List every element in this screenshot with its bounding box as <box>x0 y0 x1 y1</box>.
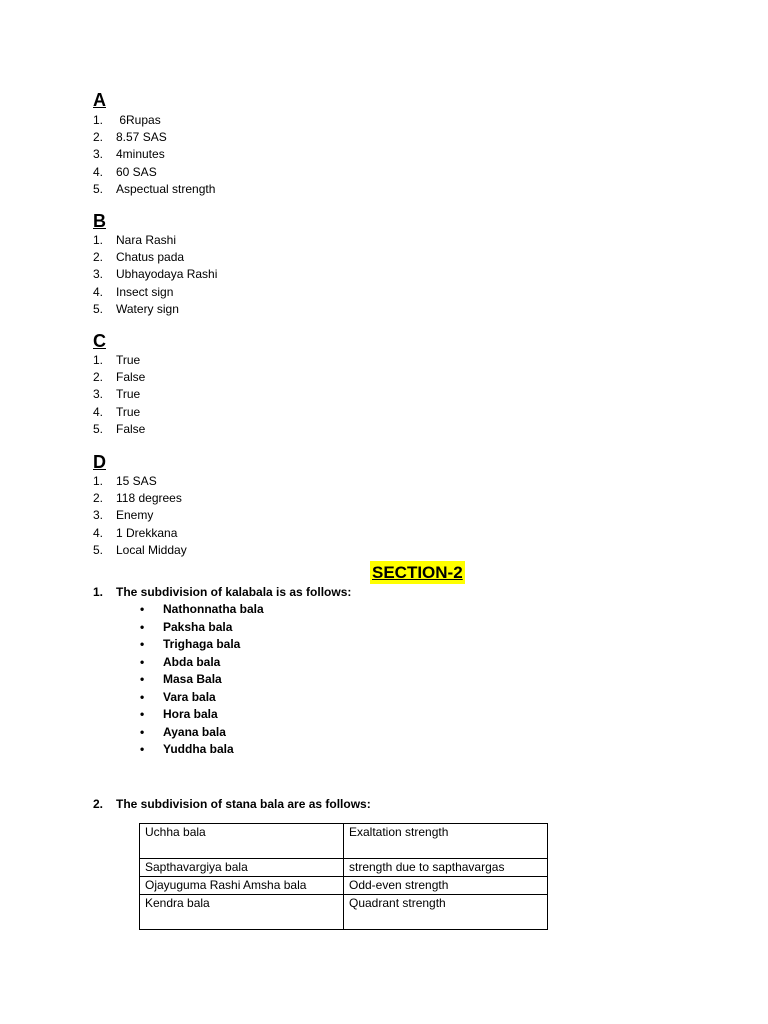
table-cell: Odd-even strength <box>344 877 548 895</box>
table-cell: Uchha bala <box>140 824 344 859</box>
table-cell: Sapthavargiya bala <box>140 859 344 877</box>
section-heading-d: D <box>93 452 106 472</box>
table-cell: Quadrant strength <box>344 895 548 930</box>
table-row <box>140 877 548 895</box>
bullet-icon: • <box>140 602 145 616</box>
bullet-icon: • <box>140 637 145 651</box>
bullet-icon: • <box>140 619 145 634</box>
bullet-icon: • <box>140 707 145 721</box>
section-heading-a: A <box>93 90 106 110</box>
section-heading-b: B <box>93 211 106 231</box>
table-row <box>140 824 548 859</box>
table-cell: Exaltation strength <box>344 824 548 859</box>
bullet-icon: • <box>140 724 145 739</box>
section-heading-c: C <box>93 331 106 351</box>
table-row <box>140 895 548 930</box>
table-cell: Ojayuguma Rashi Amsha bala <box>140 877 344 895</box>
table-cell: Kendra bala <box>140 895 344 930</box>
table-cell: strength due to sapthavargas <box>344 859 548 877</box>
table-row <box>140 859 548 877</box>
section-2-title: SECTION-2 <box>372 563 463 582</box>
stana-bala-table <box>139 823 548 930</box>
document-page: A 1. 6Rupas 2. 8.57 SAS 3. 4minutes 4. 60 SAS 5. Aspectual strength B 1. Nara Rashi 2. Chatus pada 3. Ubhayodaya Rashi 4. Insect sign 5. Watery sign C 1. True 2. False 3. True 4. True 5. False D 1. 15 SAS 2. 118 degrees 3. Enemy 4. 1 Drekkana 5. Local Midday SECTION-2 1. The subdivision of kalabala is as follows: • Nathonnatha bala • Paksha bala • Trighaga bala • Abda bala • Masa Bala • Vara bala • Hora bala • Ayana bala • Yuddha bala 2. The subdivision of stana bala are as follows: Uchha bala Exaltation strength Sapthavargiya bala strength due to sapthavargas Ojayuguma Rashi Amsha bala Odd-even strength Kendra bala Quadrant strength <box>0 0 768 1024</box>
bullet-icon: • <box>140 654 145 669</box>
bullet-icon: • <box>140 689 145 704</box>
bullet-icon: • <box>140 672 145 686</box>
bullet-icon: • <box>140 742 145 756</box>
